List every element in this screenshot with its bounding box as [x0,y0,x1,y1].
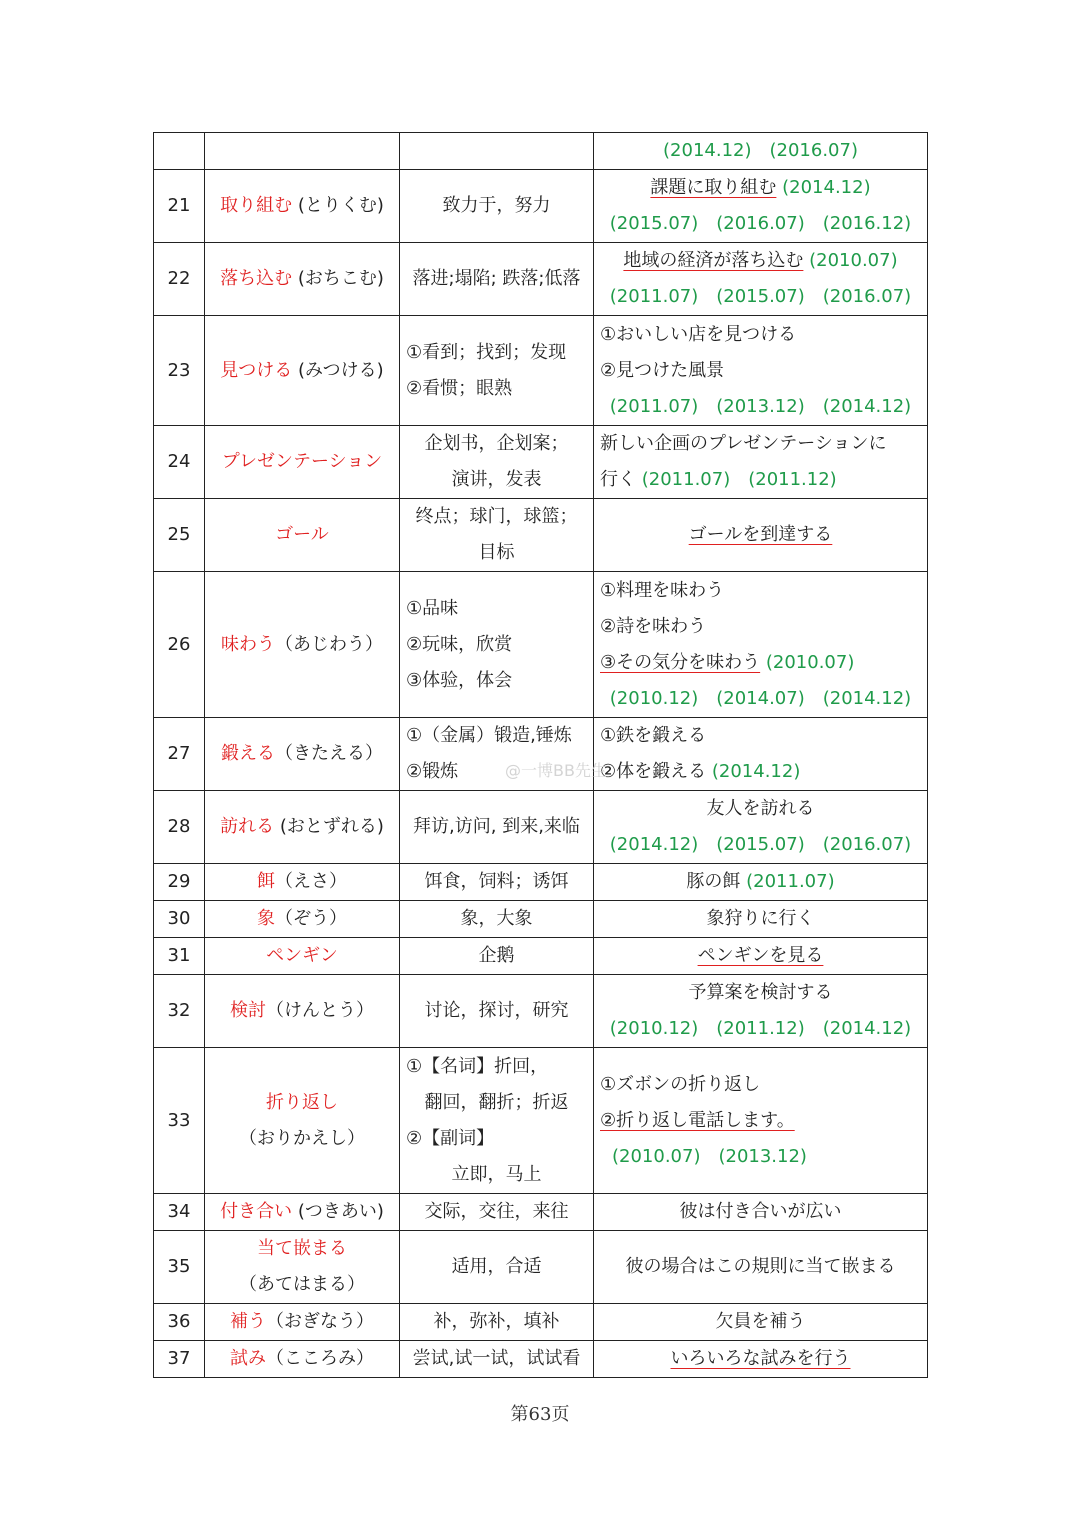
meaning-line: 补，弥补，填补 [433,1311,560,1332]
word: 試み [230,1348,266,1369]
meaning-cell [400,1341,594,1378]
word-cell [205,170,400,243]
row-number: 26 [154,572,205,718]
example-line [600,645,921,681]
example-line: ①おいしい店を見つける [600,323,797,345]
meaning-line: ②看惯；眼熟 [406,377,513,399]
example-cell [594,938,928,975]
table-row [154,1341,928,1378]
reading: （こころみ） [266,1348,374,1369]
meaning-line: 饵食，饲料；诱饵 [424,871,569,892]
exam-dates: (2014.12) [711,761,801,782]
word: 付き合い [220,1201,293,1222]
reading: (とりくむ) [297,195,384,216]
row-number: 34 [154,1194,205,1231]
row-number: 32 [154,975,205,1048]
example-cell [594,864,928,901]
example-line: 新しい企画のプレゼンテーションに [600,433,887,454]
example-cell [594,1194,928,1231]
example-cell [594,718,928,791]
meaning-line: ②【副词】 [406,1127,495,1149]
row-number [154,133,205,170]
example-cell [594,572,928,718]
reading: （きたえる） [275,743,383,764]
table-row [154,791,928,864]
example-line: ②見つけた風景 [600,359,725,381]
word-cell [205,1231,400,1304]
reading: (おとずれる) [279,816,384,837]
meaning-line: 交际，交往，来往 [424,1201,569,1222]
example-text: ゴールを到達する [688,524,833,545]
meaning-line: 讨论，探讨，研究 [424,1000,569,1021]
exam-dates: (2011.07) (2013.12) (2014.12) [609,395,912,417]
exam-dates: (2015.07) (2016.07) (2016.12) [609,213,912,234]
table-row [154,938,928,975]
row-number: 23 [154,316,205,426]
meaning-cell [400,901,594,938]
meaning-cell [400,499,594,572]
exam-dates: (2014.12) (2015.07) (2016.07) [609,834,912,855]
example-cell [594,1048,928,1194]
meaning-cell [400,1194,594,1231]
word: 当て嵌まる [257,1238,347,1259]
meaning-line: 立即，马上 [451,1163,542,1185]
row-number: 28 [154,791,205,864]
example-text: 彼は付き合いが広い [679,1201,842,1222]
meaning-line: 演讲，发表 [451,469,542,490]
meaning-line: 企鹅 [478,945,515,966]
word: プレゼンテーション [221,451,383,472]
example-text: 地域の経済が落ち込む [623,250,804,271]
row-number: 33 [154,1048,205,1194]
example-text: 欠員を補う [715,1311,806,1332]
row-number: 27 [154,718,205,791]
example-text: いろいろな試みを行う [670,1348,851,1369]
page-number: 第63页 [510,1404,570,1425]
reading: (おちこむ) [297,268,384,289]
meaning-cell [400,1048,594,1194]
meaning-cell [400,864,594,901]
meaning-cell [400,133,594,170]
row-number: 21 [154,170,205,243]
exam-dates: (2010.07) (2013.12) [612,1145,807,1167]
table-row [154,1304,928,1341]
row-number: 31 [154,938,205,975]
meaning-cell [400,791,594,864]
word-cell [205,718,400,791]
example-line [600,754,921,790]
meaning-cell [400,975,594,1048]
reading: （けんとう） [266,1000,374,1021]
example-text: ③その気分を味わう [600,651,761,673]
row-number: 36 [154,1304,205,1341]
example-cell [594,791,928,864]
word: 補う [230,1311,266,1332]
word: 検討 [230,1000,266,1021]
table-row [154,901,928,938]
example-cell [594,1304,928,1341]
word: 見つける [220,359,293,381]
meaning-cell [400,1231,594,1304]
word-cell [205,864,400,901]
meaning-line: ②锻炼 [406,761,459,782]
row-number: 35 [154,1231,205,1304]
exam-dates: (2014.12) [782,177,871,198]
example-line [600,243,921,279]
word: ペンギン [266,945,338,966]
example-text: 豚の餌 [686,871,741,892]
word-cell [205,1048,400,1194]
row-number: 22 [154,243,205,316]
reading: （おりかえし） [239,1127,365,1149]
exam-dates: (2010.12) (2011.12) (2014.12) [609,1018,912,1039]
example-line [600,462,921,498]
example-line: ①ズボンの折り返し [600,1073,761,1095]
word: 味わう [221,633,275,655]
example-cell [594,901,928,938]
meaning-line: ①（金属）锻造,锤炼 [406,725,572,746]
word-cell [205,1194,400,1231]
table-row [154,133,928,170]
word: 訪れる [220,816,275,837]
word: 餌 [257,871,275,892]
meaning-line: 企划书，企划案； [424,433,569,454]
word: 落ち込む [220,268,293,289]
meaning-line: ①看到；找到；发现 [406,341,567,363]
meaning-line: 落进;塌陷; 跌落;低落 [412,268,581,289]
table-row [154,1048,928,1194]
meaning-cell [400,938,594,975]
word: 鍛える [221,743,275,764]
table-row [154,572,928,718]
reading: (つきあい) [297,1201,384,1222]
meaning-cell [400,426,594,499]
example-cell [594,316,928,426]
meaning-cell [400,316,594,426]
meaning-cell [400,572,594,718]
meaning-line: 翻回，翻折；折返 [424,1091,569,1113]
table-row [154,975,928,1048]
example-text: 課題に取り組む [650,177,777,198]
reading: （おぎなう） [266,1311,374,1332]
exam-dates: (2011.07) [746,871,835,892]
exam-dates: (2010.07) [809,250,898,271]
example-line: 友人を訪れる [706,798,815,819]
table-row [154,426,928,499]
reading: （あてはまる） [239,1274,365,1295]
meaning-line: 目标 [478,542,515,563]
word: ゴール [275,524,329,545]
word-cell [205,901,400,938]
word-cell [205,133,400,170]
vocabulary-table [153,132,928,1378]
example-line: ②折り返し電話します。 [600,1109,795,1131]
meaning-line: 尝试,试一试，试试看 [412,1348,581,1369]
example-line: ②詩を味わう [600,615,707,637]
table-row [154,499,928,572]
example-cell [594,499,928,572]
word-cell [205,1304,400,1341]
meaning-line: 象，大象 [460,908,533,929]
reading: （ぞう） [275,908,347,929]
table-row [154,1194,928,1231]
meaning-cell [400,243,594,316]
table-row [154,1231,928,1304]
meaning-line: 拜访,访问, 到来,来临 [413,816,580,837]
word-cell [205,938,400,975]
word-cell [205,791,400,864]
example-cell [594,170,928,243]
row-number: 24 [154,426,205,499]
table-row [154,243,928,316]
row-number: 37 [154,1341,205,1378]
example-cell [594,426,928,499]
meaning-cell [400,170,594,243]
table-row [154,170,928,243]
word: 象 [257,908,275,929]
row-number: 29 [154,864,205,901]
exam-dates: (2010.07) [765,651,855,673]
meaning-line: 适用，合适 [451,1256,542,1277]
word: 取り組む [220,195,293,216]
word-cell [205,975,400,1048]
reading: （えさ） [275,871,347,892]
meaning-line: ①品味 [406,597,459,619]
example-cell [594,243,928,316]
example-text: 彼の場合はこの規則に当て嵌まる [625,1256,896,1277]
exam-dates: (2011.07) (2015.07) (2016.07) [609,286,912,307]
row-number: 25 [154,499,205,572]
meaning-cell [400,1304,594,1341]
example-line: ①料理を味わう [600,579,725,601]
meaning-line: ①【名词】折回， [406,1055,549,1077]
example-line: ①鉄を鍛える [600,725,707,746]
word: 折り返し [266,1091,338,1113]
word-cell [205,316,400,426]
meaning-line: 终点；球门，球篮； [415,506,578,527]
table-row [154,316,928,426]
example-line: 予算案を検討する [688,982,833,1003]
word-cell [205,572,400,718]
word-cell [205,1341,400,1378]
watermark: @一博BB先生 [505,761,607,780]
row-number: 30 [154,901,205,938]
example-cell [594,1341,928,1378]
reading: （あじわう） [275,633,383,655]
example-text: 行く [600,469,636,490]
meaning-line: ②玩味，欣赏 [406,633,513,655]
example-text: 象狩りに行く [706,908,815,929]
exam-dates: (2010.12) (2014.07) (2014.12) [609,687,912,709]
word-cell [205,426,400,499]
exam-dates: (2011.07) (2011.12) [641,469,837,490]
example-line [600,170,921,206]
example-cell [594,975,928,1048]
example-cell [594,1231,928,1304]
meaning-line: 致力于，努力 [442,195,551,216]
example-text: ②体を鍛える [600,761,707,782]
word-cell [205,243,400,316]
meaning-line: ③体验，体会 [406,669,513,691]
example-text: ペンギンを見る [697,945,824,966]
word-cell [205,499,400,572]
reading: (みつける) [298,359,384,381]
example-cell [594,133,928,170]
exam-dates: (2014.12) (2016.07) [663,140,858,161]
table-row [154,864,928,901]
